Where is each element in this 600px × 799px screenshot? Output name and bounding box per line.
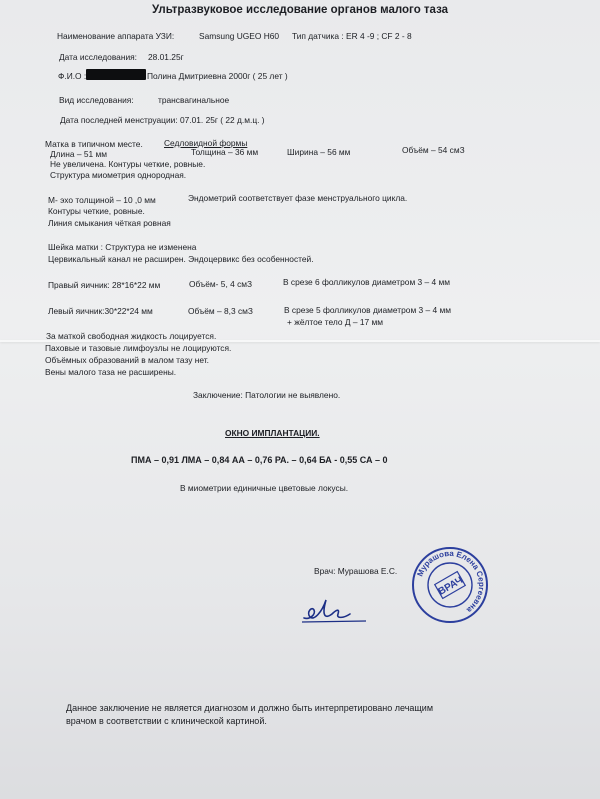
last-period: Дата последней менструации: 07.01. 25г ( 22 д.м.ц. ) (60, 115, 265, 125)
free-fluid: За маткой свободная жидкость лоцируется. (46, 331, 217, 341)
disclaimer-line-1: Данное заключение не является диагнозом и должно быть интерпретировано лечащим (66, 703, 434, 713)
uterus-thickness: Толщина – 36 мм (191, 147, 259, 157)
pelvic-veins: Вены малого таза не расширены. (45, 367, 177, 377)
endometrium-phase: Эндометрий соответствует фазе менструального цикла. (188, 193, 408, 203)
doctor-name: Врач: Мурашова Е.С. (314, 566, 398, 576)
doctor-stamp (410, 545, 490, 625)
lymph-nodes: Паховые и тазовые лимфоузлы не лоцируются. (45, 343, 232, 353)
uterus-contours: Не увеличена. Контуры четкие, ровные. (50, 159, 206, 169)
redaction-bar (86, 69, 146, 80)
svg-text:Мурашова Елена Сергеевна: Мурашова Елена Сергеевна (415, 548, 487, 615)
exam-type-label: Вид исследования: (59, 95, 134, 105)
m-echo: М- эхо толщиной – 10 ,0 мм (48, 195, 156, 205)
left-ovary-volume: Объём – 8,3 смЗ (188, 306, 253, 316)
right-ovary-follicles: В срезе 6 фолликулов диаметром 3 – 4 мм (283, 277, 451, 287)
endometrium-contours: Контуры четкие, ровные. (48, 206, 145, 216)
closure-line: Линия смыкания чёткая ровная (48, 218, 171, 228)
left-ovary-follicles: В срезе 5 фолликулов диаметром 3 – 4 мм (284, 305, 452, 315)
probe-type: Тип датчика : ER 4 -9 ; CF 2 - 8 (292, 31, 412, 41)
svg-text:ВРАЧ: ВРАЧ (436, 574, 465, 598)
uterus-length: Длина – 51 мм (50, 149, 107, 159)
myometrium-structure: Структура миометрия однородная. (50, 170, 187, 180)
right-ovary-size: Правый яичник: 28*16*22 мм (48, 280, 161, 290)
exam-date-label: Дата исследования: (59, 52, 138, 62)
uterus-volume: Объём – 54 смЗ (402, 145, 465, 155)
pelvic-masses: Объёмных образований в малом тазу нет. (45, 355, 209, 365)
uterus-position: Матка в типичном месте. (45, 139, 143, 149)
device-value: Samsung UGEO H60 (199, 31, 280, 41)
implantation-heading: ОКНО ИМПЛАНТАЦИИ. (225, 428, 320, 438)
corpus-luteum: + жёлтое тело Д – 17 мм (287, 317, 383, 327)
implantation-indices: ПМА – 0,91 ЛМА – 0,84 АА – 0,76 РА. – 0,64 БА - 0,55 СА – 0 (131, 455, 388, 465)
uterus-width: Ширина – 56 мм (287, 147, 351, 157)
cervical-canal: Цервикальный канал не расширен. Эндоцервикс без особенностей. (48, 254, 314, 264)
right-ovary-volume: Объём- 5, 4 смЗ (189, 279, 253, 289)
patient-label: Ф.И.О : (58, 71, 87, 81)
signature-graphic (300, 592, 370, 632)
myometrium-flow: В миометрии единичные цветовые локусы. (180, 483, 349, 493)
device-label: Наименование аппарата УЗИ: (57, 31, 175, 41)
exam-date-value: 28.01.25г (148, 52, 184, 62)
disclaimer-line-2: врачом в соответствии с клинической картиной. (66, 716, 267, 726)
exam-type-value: трансвагинальное (158, 95, 230, 105)
uterus-shape: Седловидной формы (164, 138, 248, 148)
document-title: Ультразвуковое исследование органов малого таза (151, 4, 449, 16)
patient-name: Полина Дмитриевна 2000г ( 25 лет ) (147, 71, 288, 81)
left-ovary-size: Левый яичник:30*22*24 мм (48, 306, 153, 316)
conclusion: Заключение: Патологии не выявлено. (193, 390, 341, 400)
cervix-structure: Шейка матки : Структура не изменена (48, 242, 197, 252)
